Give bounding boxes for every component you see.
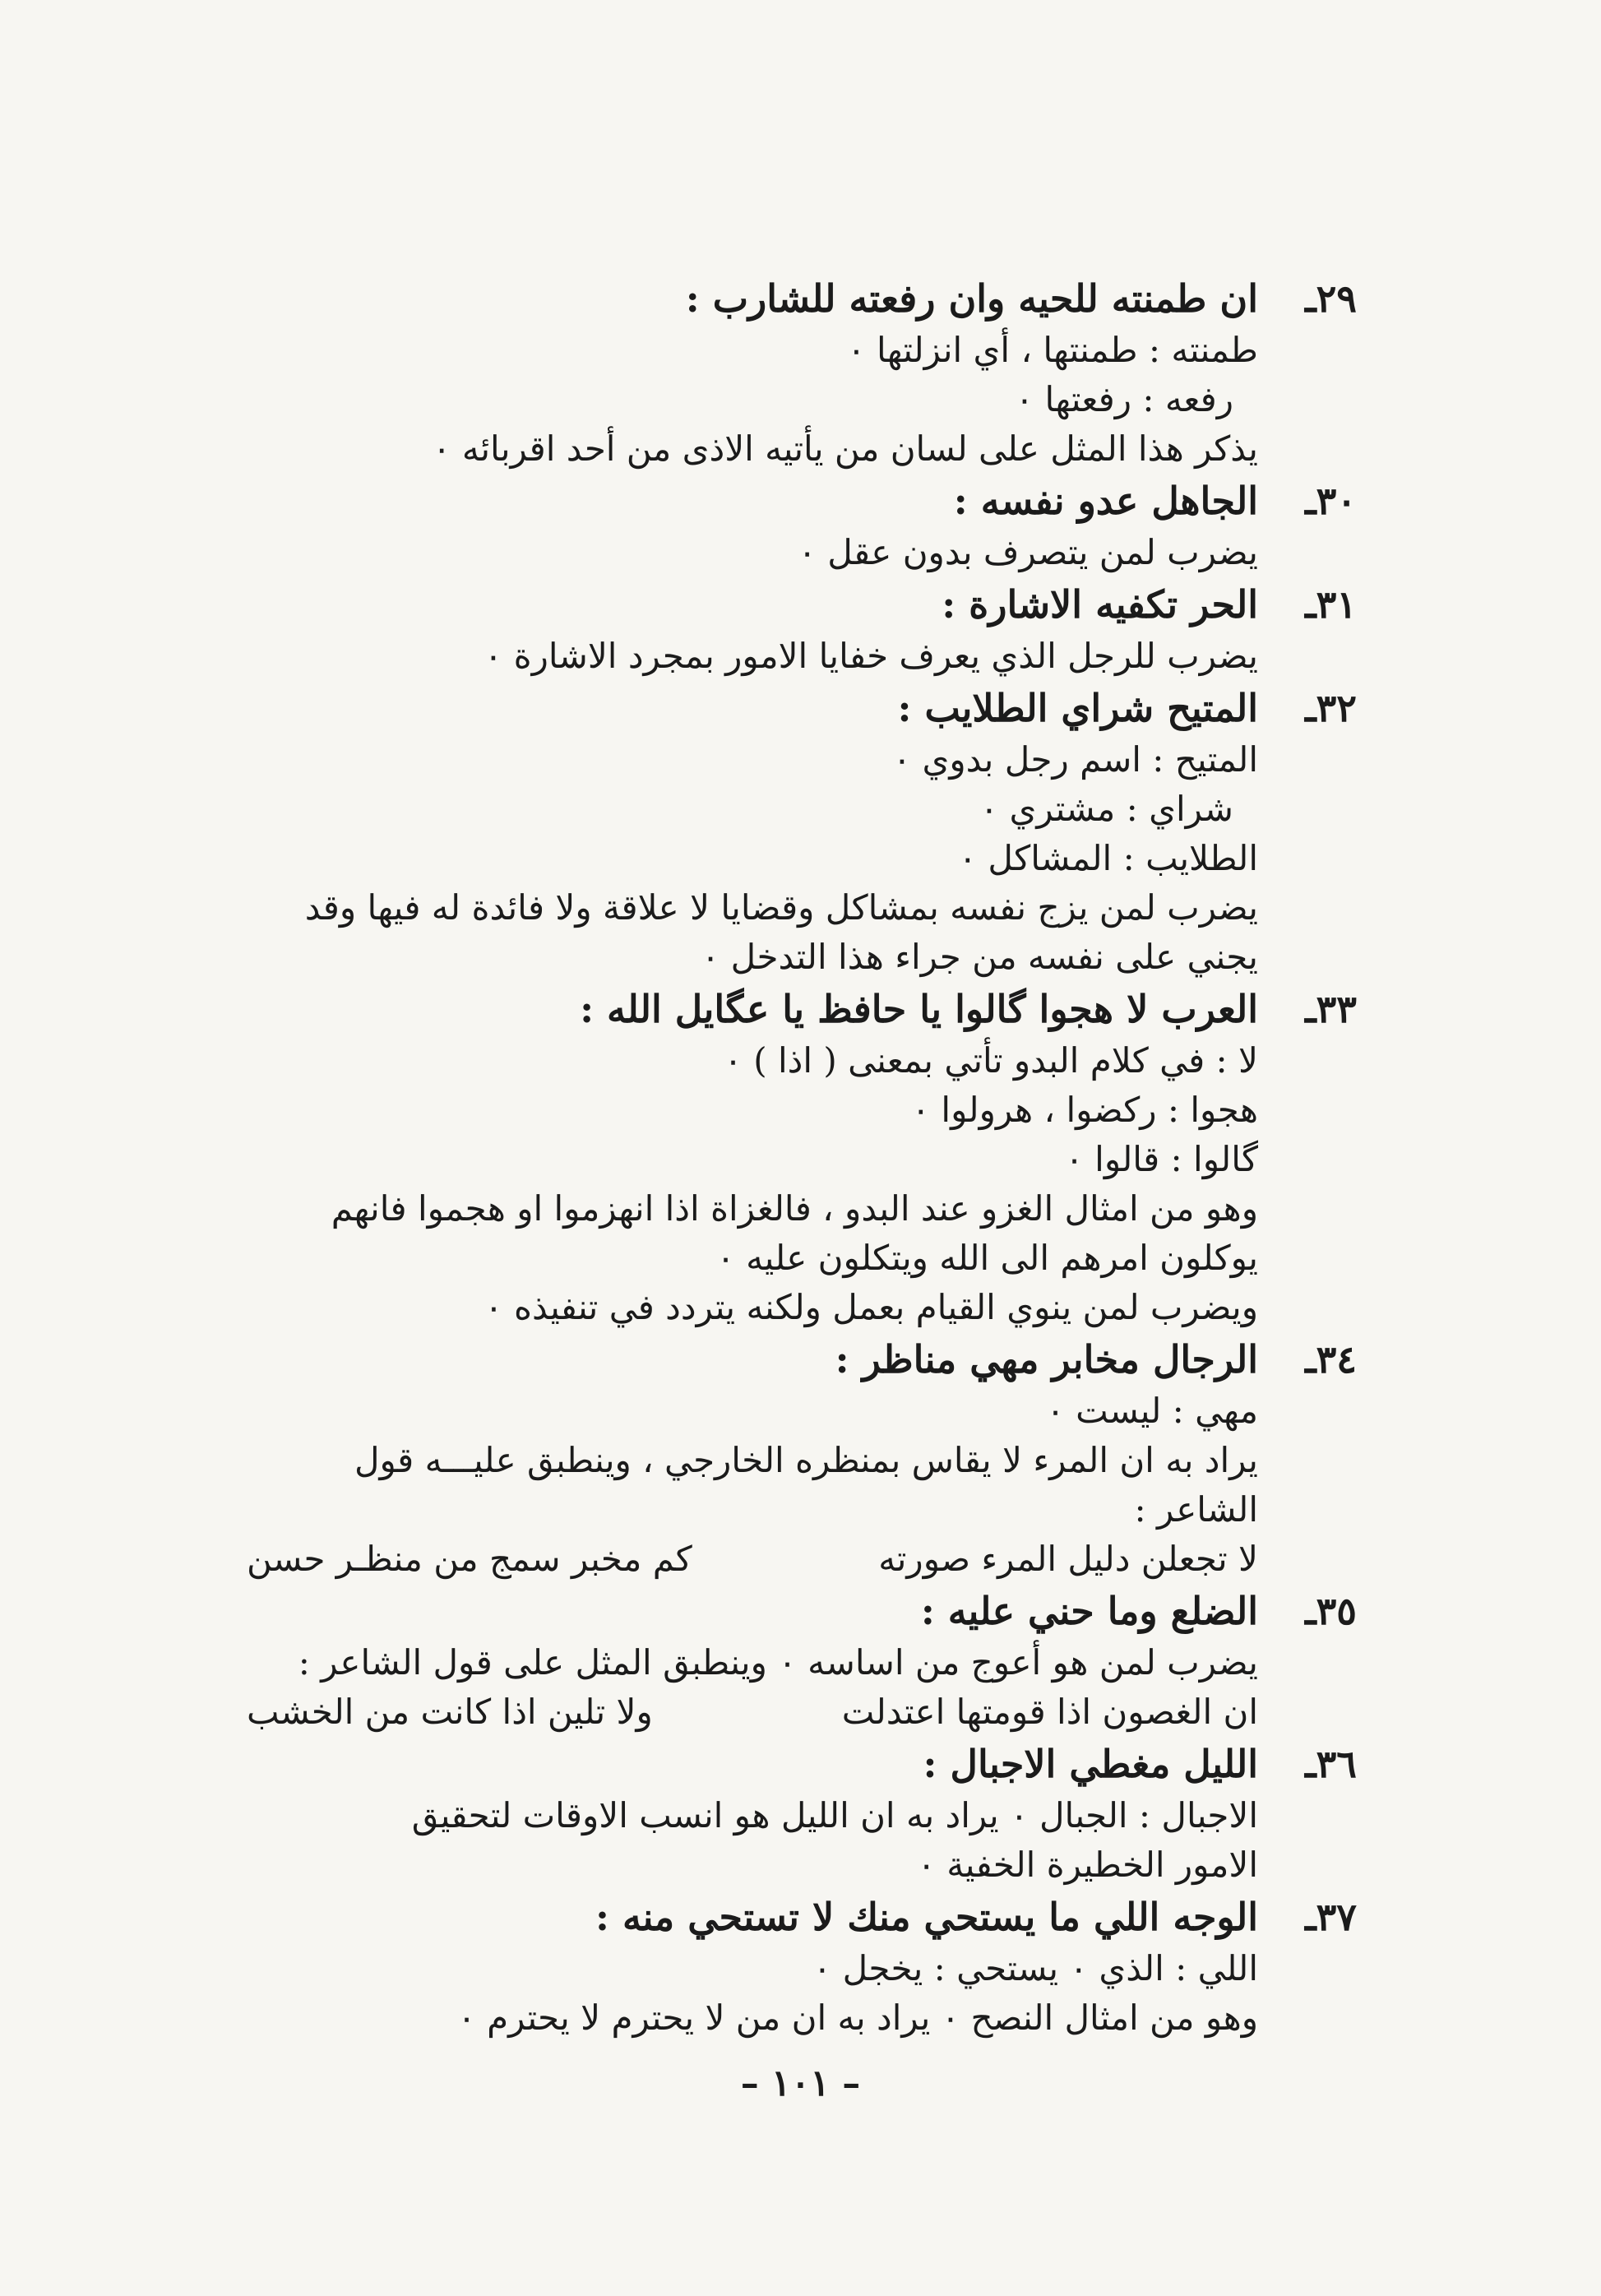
- proverb-entry-34: [247, 1332, 1357, 1584]
- proverb-number: ٣٠ـ: [1305, 479, 1357, 523]
- gloss-line: رفعه : رفعتها ٠: [1015, 379, 1233, 419]
- explanation-line: الامور الخطيرة الخفية ٠: [917, 1845, 1258, 1885]
- explanation-line: يضرب لمن يتصرف بدون عقل ٠: [798, 532, 1258, 572]
- proverb-entry-37: [247, 1890, 1357, 2043]
- explanation-line: وهو من امثال النصح ٠ يراد به ان من لا يحترم لا يحترم ٠: [457, 1997, 1258, 2038]
- proverb-entry-29: [247, 271, 1357, 474]
- poem-verse: [247, 1535, 1258, 1584]
- gloss-line: هجوا : ركضوا ، هرولوا ٠: [911, 1090, 1258, 1130]
- proverb-entry-33: [247, 982, 1357, 1332]
- proverb-title: العرب لا هجوا گالوا يا حافظ يا عگايل الله :: [580, 987, 1258, 1031]
- proverb-entry-35: [247, 1584, 1357, 1737]
- proverb-title: الضلع وما حني عليه :: [920, 1589, 1258, 1633]
- proverb-entry-31: [247, 577, 1357, 681]
- proverb-heading: [247, 577, 1357, 632]
- proverb-heading: [247, 982, 1357, 1036]
- proverb-entry-36: [247, 1737, 1357, 1890]
- proverb-number: ٣٦ـ: [1305, 1742, 1357, 1786]
- proverb-number: ٣٢ـ: [1305, 686, 1357, 730]
- proverb-entry-32: [247, 681, 1357, 982]
- verse-first-hemistich: لا تجعلن دليل المرء صورته: [878, 1539, 1258, 1579]
- explanation-line: ويضرب لمن ينوي القيام بعمل ولكنه يتردد في تنفيذه ٠: [484, 1287, 1258, 1327]
- proverb-title: الجاهل عدو نفسه :: [953, 479, 1258, 523]
- explanation-line: يضرب للرجل الذي يعرف خفايا الامور بمجرد الاشارة ٠: [484, 636, 1258, 676]
- proverb-number: ٢٩ـ: [1305, 276, 1357, 321]
- explanation-line: يوكلون امرهم الى الله ويتكلون عليه ٠: [716, 1238, 1258, 1278]
- explanation-line: يجني على نفسه من جراء هذا التدخل ٠: [701, 937, 1258, 977]
- proverb-heading: [247, 1737, 1357, 1791]
- explanation-line: يراد به ان المرء لا يقاس بمنظره الخارجي ، وينطبق عليـــه قول: [354, 1440, 1258, 1480]
- proverb-title: ان طمنته للحيه وان رفعته للشارب :: [685, 276, 1258, 321]
- proverb-heading: [247, 1890, 1357, 1944]
- proverb-title: الرجال مخابر مهي مناظر :: [835, 1337, 1258, 1382]
- verse-second-hemistich: ولا تلين اذا كانت من الخشب: [247, 1692, 653, 1732]
- gloss-line: گالوا : قالوا ٠: [1065, 1139, 1258, 1179]
- gloss-line: لا : في كلام البدو تأتي بمعنى ( اذا ) ٠: [724, 1040, 1258, 1081]
- proverb-title: الحر تكفيه الاشارة :: [942, 582, 1258, 627]
- poem-verse: [247, 1687, 1258, 1737]
- gloss-line: شراي : مشتري ٠: [979, 789, 1233, 829]
- proverb-title: المتيح شراي الطلايب :: [897, 686, 1258, 730]
- explanation-line: يضرب لمن يزج نفسه بمشاكل وقضايا لا علاقة ولا فائدة له فيها وقد: [304, 887, 1258, 928]
- proverb-heading: [247, 474, 1357, 528]
- proverb-number: ٣٥ـ: [1305, 1589, 1357, 1633]
- proverb-title: الوجه اللي ما يستحي منك لا تستحي منه :: [595, 1895, 1258, 1939]
- proverb-entry-30: [247, 474, 1357, 577]
- explanation-line: يذكر هذا المثل على لسان من يأتيه الاذى من أحد اقربائه ٠: [432, 428, 1258, 469]
- explanation-line: الشاعر :: [1134, 1489, 1258, 1530]
- gloss-line: المتيح : اسم رجل بدوي ٠: [892, 739, 1258, 780]
- page-number: – ١٠١ –: [740, 2062, 861, 2104]
- proverb-number: ٣٣ـ: [1305, 987, 1357, 1031]
- proverb-heading: [247, 1332, 1357, 1386]
- proverb-number: ٣٤ـ: [1305, 1337, 1357, 1382]
- explanation-line: الاجبال : الجبال ٠ يراد به ان الليل هو انسب الاوقات لتحقيق: [411, 1795, 1258, 1835]
- proverb-heading: [247, 1584, 1357, 1638]
- gloss-line: مهي : ليست ٠: [1046, 1391, 1258, 1431]
- gloss-line: الطلايب : المشاكل ٠: [958, 838, 1258, 878]
- proverb-number: ٣٧ـ: [1305, 1895, 1357, 1939]
- explanation-line: يضرب لمن هو أعوج من اساسه ٠ وينطبق المثل على قول الشاعر :: [298, 1642, 1258, 1683]
- gloss-line: اللي : الذي ٠ يستحي : يخجل ٠: [812, 1948, 1258, 1988]
- proverb-heading: [247, 681, 1357, 735]
- verse-second-hemistich: كم مخبر سمج من منظـر حسن: [247, 1539, 692, 1579]
- proverbs-list: [247, 271, 1357, 2043]
- proverb-number: ٣١ـ: [1305, 582, 1357, 627]
- proverb-title: الليل مغطي الاجبال :: [923, 1742, 1258, 1786]
- gloss-line: طمنته : طمنتها ، أي انزلتها ٠: [847, 330, 1258, 370]
- proverb-heading: [247, 271, 1357, 326]
- verse-first-hemistich: ان الغصون اذا قومتها اعتدلت: [841, 1692, 1258, 1732]
- explanation-line: وهو من امثال الغزو عند البدو ، فالغزاة اذا انهزموا او هجموا فانهم: [331, 1188, 1258, 1229]
